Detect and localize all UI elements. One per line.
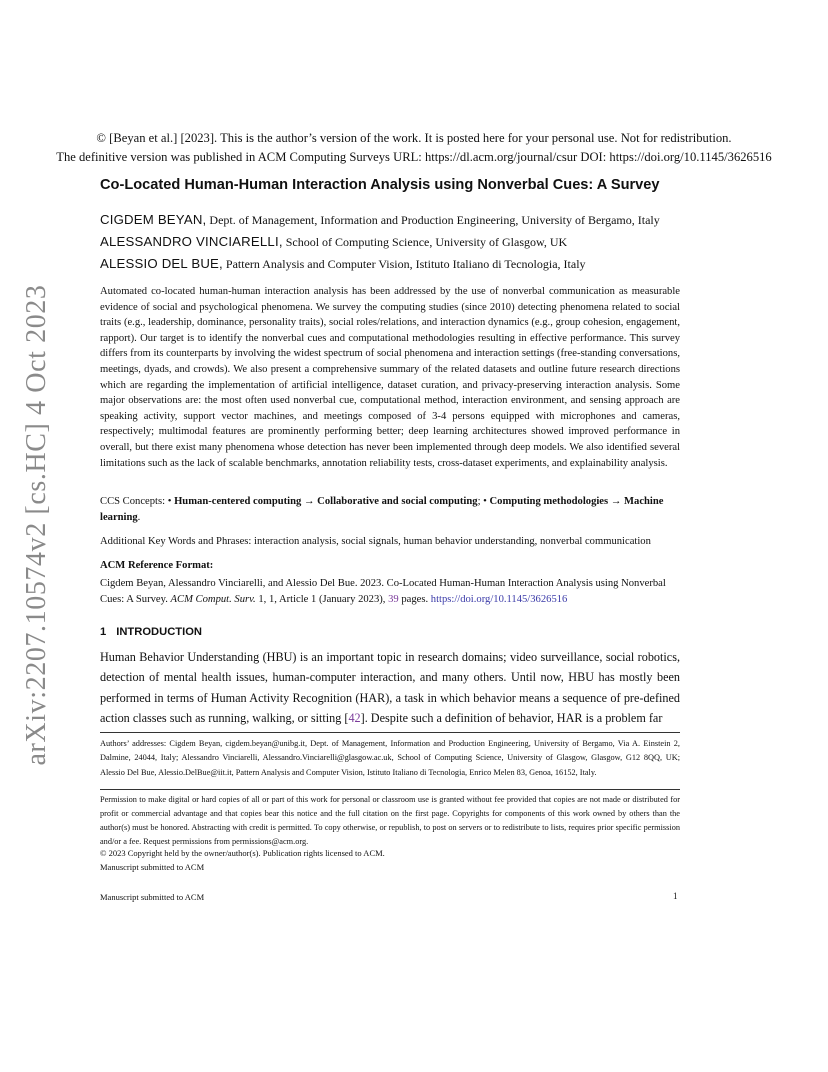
author-1 [100,212,660,228]
authors-addresses-footnote: Authors’ addresses: Cigdem Beyan, cigdem.beyan@unibg.it, Dept. of Management, Information and Production Engineering, University of Bergamo, Via A. Einstein 2, Dalmine, 24044, Italy; Alessandro Vinciarelli, Alessandro.Vinciarelli@glasgow.ac.uk, School of Computing Science, University of Glasgow, Glasgow, G12 8QQ, UK; Alessio Del Bue, Alessio.DelBue@iit.it, Pattern Analysis and Computer Vision, Istituto Italiano di Tecnologia, Enrico Melen 83, Genoa, 16152, Italy. [100,739,680,777]
ccs-concept: Human-centered computing [174,496,302,507]
author-affiliation: Pattern Analysis and Computer Vision, Istituto Italiano di Tecnologia, Italy [225,257,586,271]
reference-volume: 1, 1, Article 1 (January 2023), [258,594,386,605]
paper-title: Co-Located Human-Human Interaction Analysis using Nonverbal Cues: A Survey [100,177,660,193]
section-number: 1 [100,626,107,638]
ccs-arrow: → [301,496,318,507]
copyright-line: © 2023 Copyright held by the owner/author(s). Publication rights licensed to ACM. [100,848,385,858]
pages-link[interactable]: 39 [388,594,399,605]
author-name: ALESSANDRO VINCIARELLI, [100,234,283,249]
ccs-separator: ; • [477,496,487,507]
author-affiliation: School of Computing Science, University of Glasgow, UK [285,235,568,249]
permission-notice: Permission to make digital or hard copies of all or part of this work for personal or classroom use is granted without fee provided that copies are not made or distributed for profit or commercial advantage and that copies bear this notice and the full citation on the first page. Copyrights for components of this work owned by others than the author(s) must be honored. Abstracting with credit is permitted. To copy otherwise, or republish, to post on servers or to redistribute to lists, requires prior specific permission and/or a fee. Request permissions from permissions@acm.org. [100,795,680,846]
ccs-concept: Machine learning [100,496,664,523]
ccs-prefix: CCS Concepts: • [100,496,172,507]
copyright-notice-line-2: The definitive version was published in ACM Computing Surveys URL: https://dl.acm.org/journal/csur DOI: https://doi.org/10.1145/3626516 [56,150,772,164]
footnote-divider [100,732,680,733]
keywords: Additional Key Words and Phrases: interaction analysis, social signals, human behavior understanding, nonverbal communication [100,536,651,547]
copyright-notice-line-1: © [Beyan et al.] [2023]. This is the author’s version of the work. It is posted here for your personal use. Not for redistribution. [96,131,732,145]
author-affiliation: Dept. of Management, Information and Production Engineering, University of Bergamo, Italy [209,213,660,227]
permission-divider [100,789,680,790]
intro-text-end: ]. Despite such a definition of behavior, HAR is a problem far [360,711,663,726]
acm-reference-heading: ACM Reference Format: [100,560,214,571]
ccs-concepts [100,494,680,526]
section-title: INTRODUCTION [116,626,202,638]
reference-text: Cigdem Beyan, Alessandro Vinciarelli, and Alessio Del Bue. 2023. Co-Located Human-Human Interaction Analysis using Nonverbal Cues: A Survey. [100,578,666,605]
author-2 [100,234,567,250]
citation-link[interactable]: 42 [348,711,361,726]
pages-word: pages. [401,594,429,605]
journal-name: ACM Comput. Surv. [170,594,256,605]
ccs-arrow: → [608,496,625,507]
ccs-concept: Collaborative and social computing [317,496,478,507]
arxiv-identifier: arXiv:2207.10574v2 [cs.HC] 4 Oct 2023 [21,284,52,766]
author-3 [100,256,586,272]
abstract: Automated co-located human-human interaction analysis has been addressed by the use of nonverbal communication as measurable evidence of social and psychological phenomena. We survey the computing studies (since 2010) detecting phenomena related to social traits (e.g., leadership, dominance, personality traits), social roles/relations, and interaction dynamics (e.g., group cohesion, engagement, rapport). Our target is to identify the nonverbal cues and computational methodologies resulting in effective performance. This survey differs from its counterparts by involving the widest spectrum of social phenomena and interaction settings (free-standing conversations, meetings, dyads, and crowds). We also present a comprehensive summary of the related datasets and outline future research directions which are regarding the implementation of artificial intelligence, dataset curation, and privacy-preserving interaction analysis. Some major observations are: the most often used nonverbal cue, computational method, interaction environment, and sensing approach are speaking activity, support vector machines, and meetings composed of 3-4 persons equipped with microphones and cameras, respectively; multimodal features are prominently performing better; deep learning architectures showed improved performance in overall, but there exist many phenomena whose detection has never been implemented through deep models. We also identified several limitations such as the lack of scalable benchmarks, annotation reliability tests, cross-dataset experiments, and explainability analysis. [100,286,680,469]
ccs-end: . [137,512,141,523]
manuscript-note: Manuscript submitted to ACM [100,862,205,872]
doi-link[interactable]: https://doi.org/10.1145/3626516 [430,594,568,605]
introduction-paragraph [100,647,680,729]
author-name: CIGDEM BEYAN, [100,212,207,227]
acm-reference-text [100,576,680,608]
page-number: 1 [673,891,678,901]
author-name: ALESSIO DEL BUE, [100,256,223,271]
page-footer-left: Manuscript submitted to ACM [100,892,205,902]
ccs-concept: Computing methodologies [489,496,609,507]
intro-text: Human Behavior Understanding (HBU) is an important topic in research domains; video surveillance, social robotics, detection of mental health issues, human-computer interaction, and many others. Until now, HBU has mostly been performed in terms of Human Activity Recognition (HAR), a task in which behavior means a sequence of pre-defined action classes such as running, walking, or sitting [ [100,650,680,726]
section-heading-introduction [100,626,202,638]
